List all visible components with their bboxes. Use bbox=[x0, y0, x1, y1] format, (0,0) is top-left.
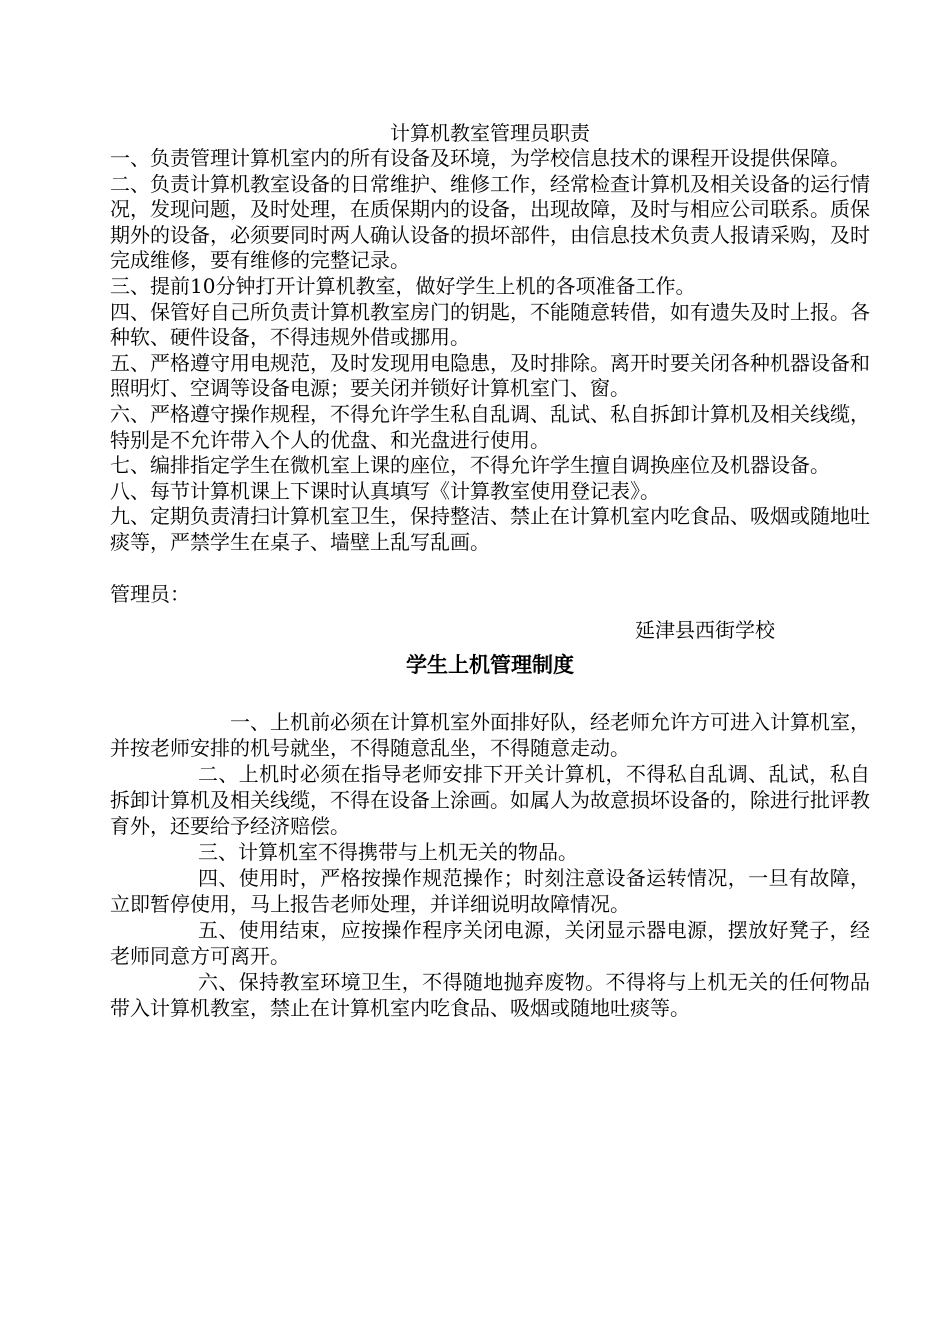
rules-title: 学生上机管理制度 bbox=[406, 652, 574, 677]
rule-item-6: 六、保持教室环境卫生，不得随地抛弃废物。不得将与上机无关的任何物品带入计算机教室，禁止在计算机室内吃食品、吸烟或随地吐痰等。 bbox=[110, 969, 870, 1020]
rule-item-1: 一、上机前必须在计算机室外面排好队，经老师允许方可进入计算机室，并按老师安排的机号就坐，不得随意乱坐，不得随意走动。 bbox=[110, 709, 870, 760]
duty-item-2: 二、负责计算机教室设备的日常维护、维修工作，经常检查计算机及相关设备的运行情况，发现问题，及时处理，在质保期内的设备，出现故障，及时与相应公司联系。质保期外的设备，必须要同时两人确认设备的损坏部件，由信息技术负责人报请采购，及时完成维修，要有维修的完整记录。 bbox=[110, 171, 870, 273]
rule-item-5: 五、使用结束，应按操作程序关闭电源，关闭显示器电源，摆放好凳子，经老师同意方可离开。 bbox=[110, 917, 870, 968]
duty-item-7: 七、编排指定学生在微机室上课的座位，不得允许学生擅自调换座位及机器设备。 bbox=[110, 453, 830, 478]
duty-item-5: 五、严格遵守用电规范，及时发现用电隐患，及时排除。离开时要关闭各种机器设备和照明灯、空调等设备电源；要关闭并锁好计算机室门、窗。 bbox=[110, 350, 870, 401]
student-rules-section bbox=[110, 709, 870, 1021]
rule-item-3: 三、计算机室不得携带与上机无关的物品。 bbox=[198, 839, 578, 864]
admin-duties-section bbox=[110, 120, 870, 1021]
duties-title: 计算机教室管理员职责 bbox=[390, 121, 590, 145]
duty-item-3: 三、提前10分钟打开计算机教室，做好学生上机的各项准备工作。 bbox=[110, 273, 696, 298]
school-name: 延津县西街学校 bbox=[635, 617, 775, 642]
duty-item-8: 八、每节计算机课上下课时认真填写《计算教室使用登记表》。 bbox=[110, 478, 660, 503]
blank-line bbox=[110, 556, 870, 581]
manager-label: 管理员： bbox=[110, 581, 190, 606]
duty-item-1: 一、负责管理计算机室内的所有设备及环境，为学校信息技术的课程开设提供保障。 bbox=[110, 146, 850, 170]
rule-item-4: 四、使用时，严格按操作规范操作；时刻注意设备运转情况，一旦有故障，立即暂停使用，马上报告老师处理，并详细说明故障情况。 bbox=[110, 865, 870, 916]
duty-item-9: 九、定期负责清扫计算机室卫生，保持整洁、禁止在计算机室内吃食品、吸烟或随地吐痰等，严禁学生在桌子、墙壁上乱写乱画。 bbox=[110, 504, 870, 554]
rule-item-2: 二、上机时必须在指导老师安排下开关计算机，不得私自乱调、乱试，私自拆卸计算机及相关线缆，不得在设备上涂画。如属人为故意损坏设备的，除进行批评教育外，还要给予经济赔偿。 bbox=[110, 761, 870, 838]
duty-item-4: 四、保管好自己所负责计算机教室房门的钥匙，不能随意转借，如有遗失及时上报。各种软、硬件设备，不得违规外借或挪用。 bbox=[110, 299, 870, 350]
duty-item-6: 六、严格遵守操作规程，不得允许学生私自乱调、乱试、私自拆卸计算机及相关线缆，特别是不允许带入个人的优盘、和光盘进行使用。 bbox=[110, 401, 870, 452]
